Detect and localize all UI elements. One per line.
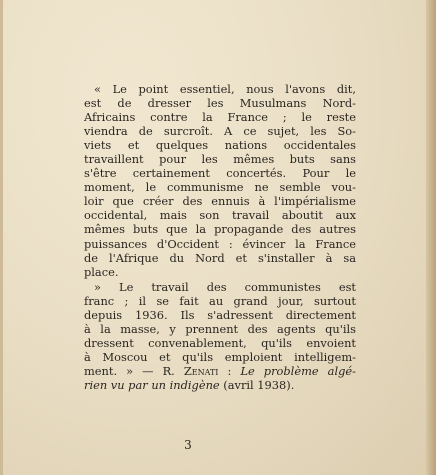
text-line: depuis 1936. Ils s'adressent directement (84, 307, 356, 322)
page-number: 3 (184, 438, 192, 452)
text-line: dressent convenablement, qu'ils envoient (84, 335, 356, 350)
citation-lead: ment. » — R. (84, 363, 184, 378)
text-line: place. (84, 264, 119, 279)
text-line: de l'Afrique du Nord et s'installer à sa (84, 250, 356, 265)
text-line: mêmes buts que la propagande des autres (84, 222, 356, 237)
citation-line-1 (84, 364, 356, 378)
text-line: moment, le communisme ne semble vou- (84, 180, 356, 195)
paragraph-2 (84, 280, 356, 392)
text-line: à Moscou et qu'ils emploient intelligem- (84, 349, 356, 364)
citation-line-2 (84, 378, 356, 392)
text-line: s'être certainement concertés. Pour le (84, 166, 356, 181)
paragraph-1 (84, 82, 356, 279)
citation-date: (avril 1938). (219, 377, 295, 392)
citation-author: Zenati (183, 363, 219, 378)
text-line: à la masse, y prennent des agents qu'ils (84, 321, 356, 336)
text-line: Africains contre la France ; le reste (84, 110, 356, 125)
text-line: franc ; il se fait au grand jour, surtout (84, 293, 356, 308)
citation-title-part-1: Le problème algé- (240, 363, 356, 378)
citation-colon: : (218, 363, 241, 378)
text-line: loir que créer des ennuis à l'impérialisme (84, 194, 356, 209)
citation-title-part-2: rien vu par un indigène (84, 377, 220, 392)
text-line: « Le point essentiel, nous l'avons dit, (94, 82, 356, 96)
quoted-text-block (84, 82, 356, 392)
text-line: est de dresser les Musulmans Nord- (84, 96, 356, 111)
text-line: » Le travail des communistes est (94, 279, 356, 294)
page-left-edge (0, 0, 3, 475)
text-line: viets et quelques nations occidentales (84, 138, 356, 153)
text-line: occidental, mais son travail aboutit aux (84, 208, 356, 223)
text-line: puissances d'Occident : évincer la France (84, 236, 356, 251)
text-line: viendra de surcroît. A ce sujet, les So- (84, 124, 356, 139)
text-line: travaillent pour les mêmes buts sans (84, 152, 356, 167)
page-right-edge-shadow (426, 0, 436, 475)
